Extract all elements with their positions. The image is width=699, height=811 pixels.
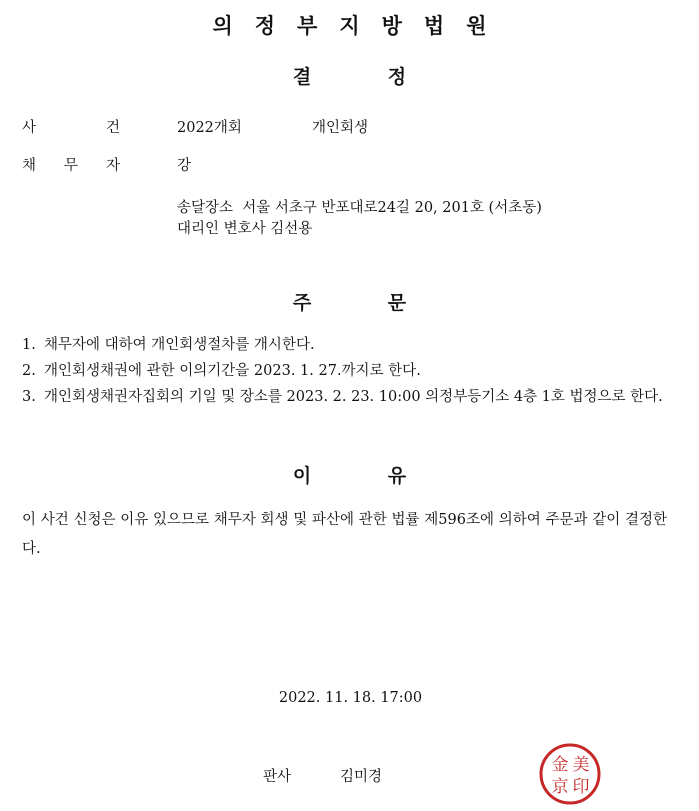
- order-text: 개인회생채권에 관한 이의기간을 2023. 1. 27.까지로 한다.: [44, 363, 421, 379]
- case-label-char: 건: [106, 120, 121, 136]
- case-label-char: 사: [22, 120, 37, 136]
- debtor-label-char: 무: [64, 158, 79, 174]
- order-item: [22, 332, 667, 359]
- decision-datetime: 2022. 11. 18. 17:00: [278, 690, 423, 706]
- judge-seal-stamp: [538, 742, 602, 806]
- seal-char: 京: [551, 777, 569, 797]
- order-item: [22, 384, 667, 411]
- order-text: 채무자에 대하여 개인회생절차를 개시한다.: [44, 337, 315, 353]
- order-number: 3.: [22, 389, 36, 405]
- debtor-label-char: 자: [106, 158, 121, 174]
- judge-name: 김미경: [340, 769, 383, 785]
- seal-ring: [541, 745, 599, 803]
- order-number: 1.: [22, 337, 36, 353]
- case-name: 개인회생: [312, 120, 369, 136]
- order-heading: 주 문: [292, 292, 407, 314]
- case-label: [22, 116, 120, 137]
- order-item: [22, 358, 667, 385]
- court-name: 의정부지방법원: [212, 14, 509, 38]
- order-text: 개인회생채권자집회의 기일 및 장소를 2023. 2. 23. 10:00 의정부등기소 4층 1호 법정으로 한다.: [44, 389, 663, 405]
- case-number: 2022개회: [177, 120, 242, 136]
- debtor-label-char: 채: [22, 158, 37, 174]
- reason-heading: 이 유: [292, 465, 407, 487]
- document-title: 결 정: [292, 66, 407, 88]
- seal-char: 金: [551, 755, 569, 775]
- order-number: 2.: [22, 363, 36, 379]
- seal-char: 美: [572, 755, 590, 775]
- seal-char: 印: [572, 777, 590, 797]
- debtor-label: [22, 154, 120, 175]
- debtor-name: 강: [177, 158, 192, 174]
- reason-text: 이 사건 신청은 이유 있으므로 채무자 회생 및 파산에 관한 법률 제596조에 의하여 주문과 같이 결정한다.: [22, 512, 667, 557]
- debtor-agent: 대리인 변호사 김선용: [177, 221, 313, 237]
- judge-title: 판사: [263, 769, 292, 785]
- debtor-address: 송달장소 서울 서초구 반포대로24길 20, 201호 (서초동): [177, 200, 542, 216]
